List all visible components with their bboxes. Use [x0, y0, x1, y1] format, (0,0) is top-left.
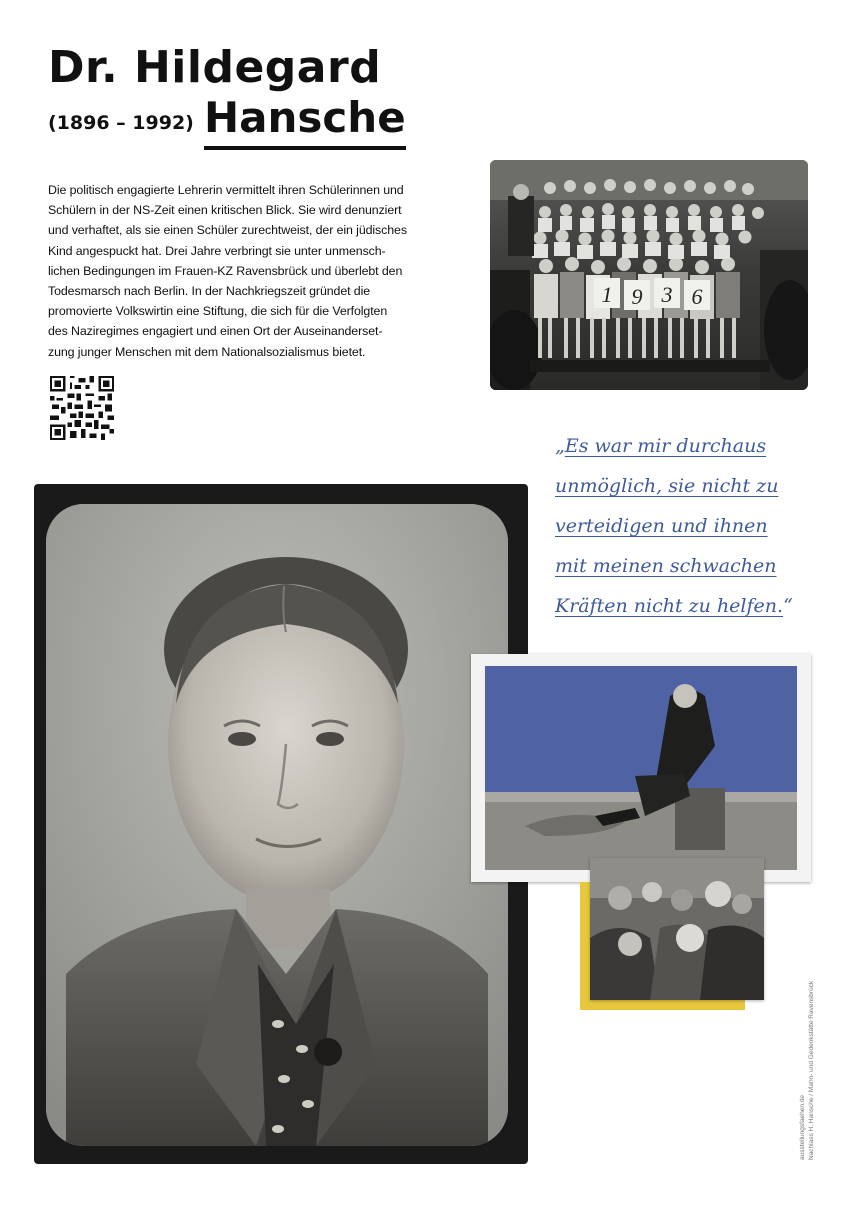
- sign-digit: 6: [691, 284, 703, 309]
- qr-code-icon[interactable]: [50, 376, 114, 440]
- bio-line: Die politisch engagierte Lehrerin vermittelt ihren Schülerinnen und: [48, 183, 404, 197]
- quote-line: [555, 586, 835, 626]
- bio-line: Todesmarsch nach Berlin. In der Nachkriegszeit gründet die: [48, 284, 371, 299]
- credit-line: Nachlass H. Hansche / Mahn- und Gedenkstätte Ravensbrück: [808, 980, 815, 1160]
- title-first-name: Dr. Hildegard: [48, 42, 382, 93]
- sign-digit: 3: [661, 282, 673, 307]
- bio-line: lichen Bedingungen im Frauen-KZ Ravensbrück und überlebt den: [48, 263, 403, 278]
- life-years: (1896 – 1992): [48, 112, 194, 134]
- title-last-name: Hansche: [204, 90, 406, 150]
- quote-line: [555, 426, 835, 466]
- card-photo-image: [485, 666, 797, 870]
- sign-digit: 1: [601, 282, 613, 307]
- bio-line: Schülern in der NS-Zeit einen kritischen Blick. Sie wird denunziert: [48, 203, 402, 218]
- credit-line: ausstellungsfaehen.de: [799, 1094, 806, 1160]
- quote-line: [555, 506, 835, 546]
- quote: [555, 426, 835, 626]
- sign-digit: 9: [631, 284, 643, 309]
- quote-text: unmöglich, sie nicht zu: [555, 475, 779, 497]
- bio-line: des Naziregimes engagiert und einen Ort der Auseinanderset-: [48, 324, 383, 339]
- biography-text: [48, 180, 434, 362]
- bio-line: und verhaftet, als sie einen Schüler zurechtweist, der ein jüdisches: [48, 223, 407, 238]
- photo-credit: [798, 981, 816, 1160]
- class-photo-image: [490, 160, 808, 390]
- class-photo: [490, 160, 808, 390]
- bio-line: Kind angespuckt hat. Drei Jahre verbringt sie unter unmensch-: [48, 243, 386, 258]
- quote-line: [555, 466, 835, 506]
- quote-close-mark: “: [783, 595, 793, 617]
- crowd-photo-image: [590, 858, 764, 1000]
- portrait-frame: [34, 484, 528, 1164]
- card-photo: [485, 666, 797, 870]
- quote-text: verteidigen und ihnen: [555, 515, 768, 537]
- bio-line: zung junger Menschen mit dem Nationalsozialismus bietet.: [48, 344, 366, 359]
- quote-text: mit meinen schwachen: [555, 555, 777, 577]
- quote-open-mark: „: [555, 435, 565, 457]
- portrait-image: [46, 504, 508, 1146]
- quote-line: [555, 546, 835, 586]
- bio-line: promovierte Volkswirtin eine Stiftung, die sich für die Verfolgten: [48, 304, 388, 319]
- crowd-photo: [590, 858, 764, 1000]
- portrait-photo: [46, 504, 508, 1146]
- quote-text: Kräften nicht zu helfen.: [555, 595, 784, 617]
- quote-text: Es war mir durchaus: [564, 435, 767, 457]
